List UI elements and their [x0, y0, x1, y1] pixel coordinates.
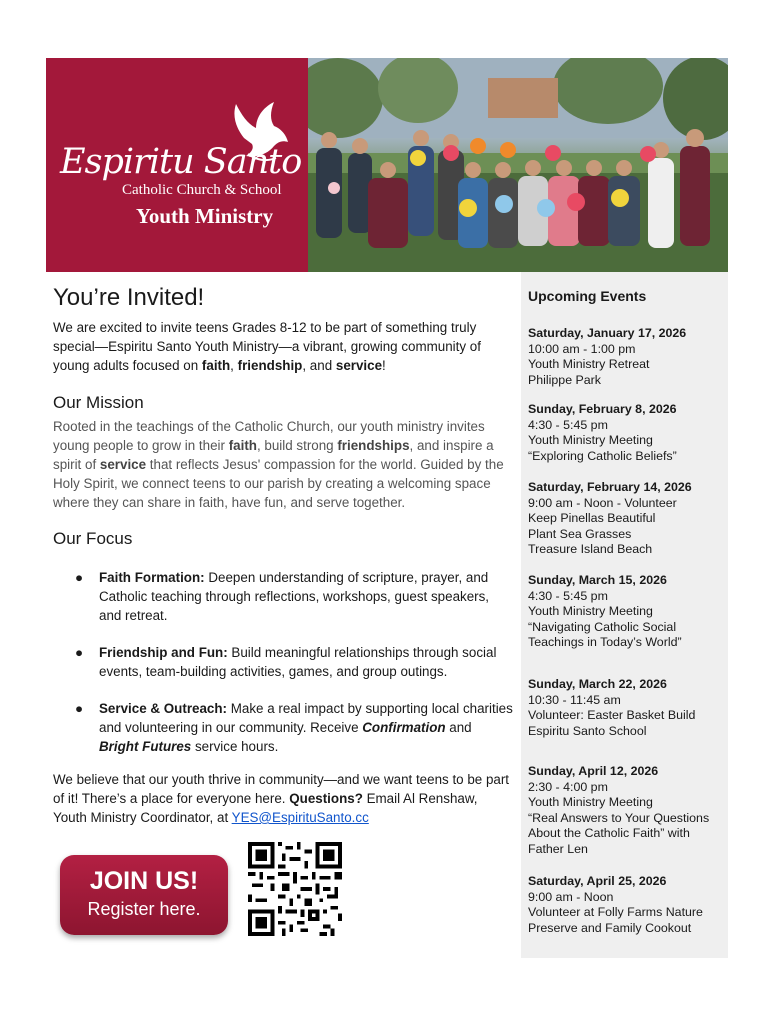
body-text: ,	[230, 358, 238, 373]
join-register-button[interactable]	[60, 855, 228, 935]
event-detail: 10:00 am - 1:00 pm	[528, 341, 636, 356]
event-detail: Youth Ministry Retreat	[528, 357, 650, 371]
group-photo-illustration	[308, 58, 728, 272]
body-text: !	[382, 358, 386, 373]
body-text: , build strong	[256, 438, 338, 453]
sidebar-title: Upcoming Events	[528, 288, 647, 304]
logo-banner	[46, 58, 308, 272]
emphasis-text: Questions?	[289, 791, 363, 806]
body-text: Email Al Renshaw, Youth Ministry Coordinator, at	[53, 791, 478, 825]
event-detail: Father Len	[528, 841, 588, 856]
focus-item	[53, 568, 513, 625]
event-date: Sunday, March 15, 2026	[528, 573, 667, 587]
body-text: and	[445, 720, 472, 735]
mission-heading: Our Mission	[53, 393, 144, 412]
qr-code[interactable]	[248, 842, 342, 936]
emphasis-text: Faith Formation:	[99, 570, 205, 585]
event-detail: 4:30 - 5:45 pm	[528, 417, 608, 432]
event-detail: Treasure Island Beach	[528, 542, 653, 556]
event-detail: “Exploring Catholic Beliefs”	[528, 448, 677, 463]
body-text: , and	[302, 358, 336, 373]
body-text: We are excited to invite teens Grades 8-12 to be part of something truly special—Espiritu Santo Youth Ministry—a vibrant, growing community of young adults focused on	[53, 320, 481, 373]
focus-item	[53, 643, 513, 681]
body-text: , and inspire a spirit of	[53, 438, 494, 472]
emphasis-text: Bright Futures	[99, 739, 192, 754]
event-date: Sunday, April 12, 2026	[528, 764, 659, 778]
body-text: service hours.	[191, 739, 279, 754]
event-date: Sunday, February 8, 2026	[528, 402, 677, 416]
bullet-icon: ●	[75, 701, 84, 716]
event-detail: Plant Sea Grasses	[528, 526, 632, 541]
register-label: Register here.	[87, 899, 201, 919]
logo-subtitle: Catholic Church & School	[122, 182, 282, 198]
event-detail: “Navigating Catholic Social	[528, 619, 677, 634]
event-detail: Volunteer at Folly Farms Nature	[528, 905, 703, 919]
bullet-icon: ●	[75, 570, 84, 585]
event-item	[528, 573, 724, 651]
group-photo	[308, 58, 728, 272]
event-detail: Volunteer: Easter Basket Build	[528, 708, 696, 722]
event-item	[528, 874, 724, 936]
event-detail: Youth Ministry Meeting	[528, 795, 653, 809]
body-text: Deepen understanding of scripture, prayer, and Catholic teaching through reflections, workshops, guest speakers, and retreat.	[99, 570, 490, 623]
event-detail: About the Catholic Faith” with	[528, 826, 690, 840]
upcoming-events-sidebar	[521, 272, 728, 958]
event-detail: Keep Pinellas Beautiful	[528, 511, 656, 525]
event-item	[528, 326, 724, 388]
event-detail: Teachings in Today’s World”	[528, 635, 682, 649]
event-item	[528, 480, 724, 558]
focus-heading: Our Focus	[53, 529, 133, 548]
emphasis-text: service	[99, 457, 147, 472]
mission-paragraph	[53, 417, 515, 512]
page-title: You’re Invited!	[53, 284, 205, 311]
event-detail: “Real Answers to Your Questions	[528, 810, 710, 825]
emphasis-text: Friendship and Fun:	[99, 645, 228, 660]
body-text: Rooted in the teachings of the Catholic Church, our youth ministry invites young people to grow in their	[53, 419, 485, 453]
bullet-icon: ●	[75, 645, 84, 660]
event-date: Saturday, April 25, 2026	[528, 874, 667, 888]
body-text: Build meaningful relationships through social events, team-building activities, games, and group outings.	[99, 645, 497, 679]
event-detail: 9:00 am - Noon	[528, 889, 614, 904]
logo-name: Espiritu Santo	[60, 142, 302, 182]
event-item	[528, 402, 724, 464]
body-text: that reflects Jesus' compassion for the world. Guided by the Holy Spirit, we connect teens to our parish by creating a welcoming space where they can share in faith, have fun, and serve together.	[53, 457, 504, 510]
logo-ministry: Youth Ministry	[136, 204, 274, 228]
emphasis-text: Confirmation	[362, 720, 446, 735]
event-detail: 4:30 - 5:45 pm	[528, 588, 608, 603]
event-detail: Youth Ministry Meeting	[528, 604, 653, 618]
emphasis-text: friendships	[337, 438, 410, 453]
event-item	[528, 677, 724, 739]
event-date: Saturday, January 17, 2026	[528, 326, 687, 340]
join-label: JOIN US!	[89, 867, 199, 895]
event-detail: 10:30 - 11:45 am	[528, 692, 621, 707]
emphasis-text: friendship	[237, 358, 303, 373]
emphasis-text: faith	[201, 358, 231, 373]
event-detail: 9:00 am - Noon - Volunteer	[528, 495, 677, 510]
event-date: Sunday, March 22, 2026	[528, 677, 667, 691]
focus-list	[53, 568, 513, 774]
intro-paragraph	[53, 318, 513, 375]
emphasis-text: faith	[228, 438, 257, 453]
body-text: Make a real impact by supporting local charities and volunteering in our community. Receive	[99, 701, 513, 735]
event-detail: Espiritu Santo School	[528, 723, 647, 738]
event-detail: Philippe Park	[528, 372, 602, 387]
focus-item	[53, 699, 513, 756]
emphasis-text: Service & Outreach:	[99, 701, 228, 716]
closing-paragraph	[53, 770, 513, 827]
event-detail: Preserve and Family Cookout	[528, 920, 692, 935]
body-text: We believe that our youth thrive in community—and we want teens to be part of it! There’s a place for everyone here.	[53, 772, 510, 806]
email-link[interactable]: YES@EspirituSanto.cc	[231, 810, 369, 825]
event-date: Saturday, February 14, 2026	[528, 480, 692, 494]
event-item	[528, 764, 724, 857]
event-detail: Youth Ministry Meeting	[528, 433, 653, 447]
emphasis-text: service	[335, 358, 383, 373]
event-detail: 2:30 - 4:00 pm	[528, 779, 608, 794]
